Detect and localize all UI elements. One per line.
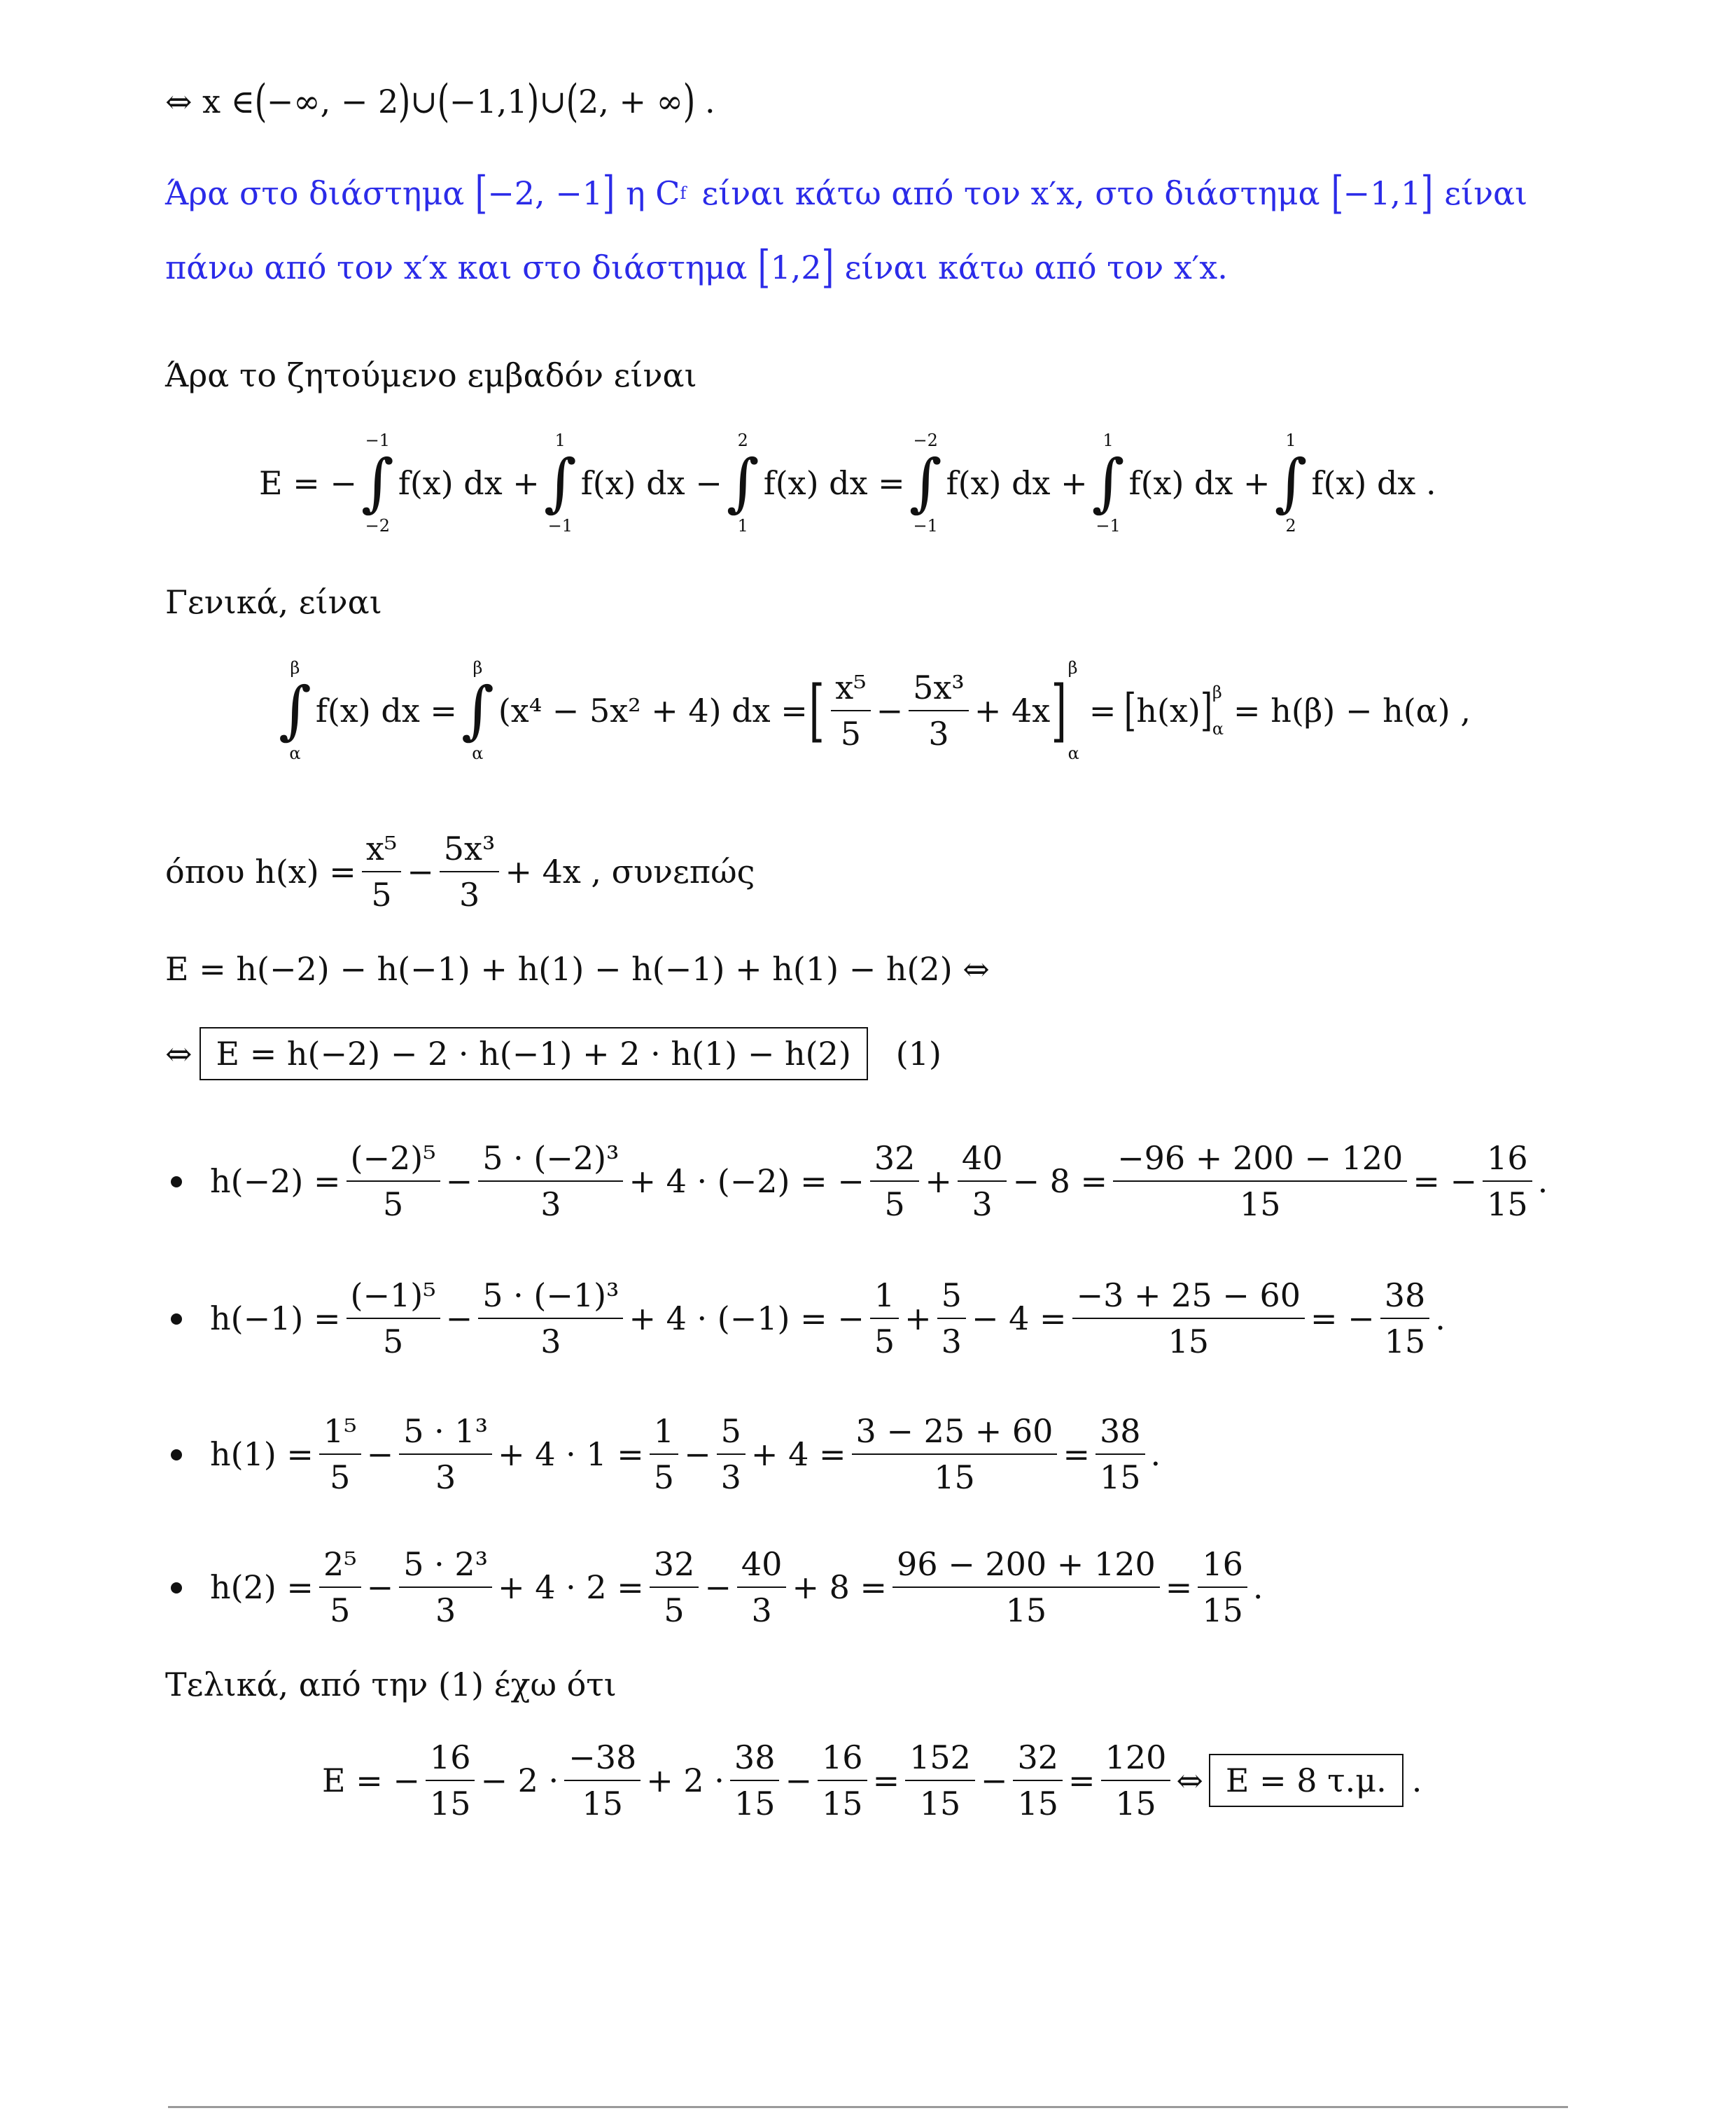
fraction: $\frac{\text{5x³}}{3}$ <box>909 668 969 753</box>
fraction: $\frac{1}{5}$ <box>870 1276 899 1361</box>
fraction: $\frac{40}{3}$ <box>737 1544 787 1630</box>
fraction: $\frac{96 - 200 + 120}{15}$ <box>892 1544 1160 1630</box>
interval-a: −2, −1 <box>487 174 603 212</box>
union-2: ∪ <box>539 83 566 120</box>
operator: − <box>785 1762 813 1799</box>
bullet-dot <box>171 1582 182 1594</box>
h-1-computation <box>210 1402 1161 1507</box>
operator: = <box>1165 1568 1193 1606</box>
integrand: f(x) dx = <box>763 464 905 502</box>
fraction: $\frac{16}{15}$ <box>818 1738 867 1823</box>
operator: + 4 · (−1) = − <box>629 1299 864 1337</box>
fraction: $\frac{32}{5}$ <box>870 1138 920 1224</box>
footer-rule <box>168 2106 1568 2108</box>
final-intro: Τελικά, από την (1) έχω ότι <box>165 1666 617 1703</box>
fraction: $\frac{1}{5}$ <box>650 1411 678 1497</box>
fraction: $\frac{16}{15}$ <box>1198 1544 1247 1630</box>
operator: + <box>925 1162 952 1200</box>
term: = h(β) − h(α) , <box>1233 692 1471 730</box>
equation-tag: (1) <box>895 1035 941 1073</box>
fraction: $\frac{-3 + 25 - 60}{15}$ <box>1072 1276 1305 1361</box>
fraction: $\frac{5}{3}$ <box>717 1411 746 1497</box>
fraction: $\frac{\text{5 · (−2)³}}{3}$ <box>478 1138 623 1224</box>
period: . <box>1252 1568 1264 1606</box>
text-segment: είναι κάτω από τον x′x, στο διάστημα <box>701 174 1320 212</box>
general-integral-equation: β ∫ α f(x) dx = β ∫ α (x⁴ − 5x² + 4) dx = [ $\frac{\text{x⁵}}{5}$ − $\frac{\text{5x³}}{3}$ + 4x ] β α = [ h(x) ] β α = h(β) − h(α) , <box>279 658 1471 763</box>
bullet-dot <box>171 1449 182 1460</box>
fraction: $\frac{\text{(−1)⁵}}{5}$ <box>346 1276 440 1361</box>
operator: − <box>704 1568 732 1606</box>
fraction: $\frac{3 - 25 + 60}{15}$ <box>852 1411 1058 1497</box>
interval-solution-line: ⇔ x ∈ ( −∞, − 2 ) ∪ ( −1,1 ) ∪ ( 2, + ∞ ) . <box>165 76 715 127</box>
fraction: $\frac{5}{3}$ <box>937 1276 966 1361</box>
operator: − <box>445 1162 473 1200</box>
integrand: f(x) dx + <box>398 464 540 502</box>
integral-sign: 1 ∫ −1 <box>543 431 577 536</box>
operator: − 8 = <box>1012 1162 1108 1200</box>
integrand: (x⁴ − 5x² + 4) dx = <box>498 692 808 730</box>
fraction: $\frac{32}{15}$ <box>1013 1738 1063 1823</box>
area-intro: Άρα το ζητούμενο εμβαδόν είναι <box>165 356 697 394</box>
integral-sign: −2 ∫ −1 <box>909 431 942 536</box>
operator: + 4 · (−2) = − <box>629 1162 864 1200</box>
fraction: $\frac{38}{15}$ <box>1380 1276 1430 1361</box>
integral-sign: 1 ∫ −1 <box>1091 431 1125 536</box>
integral-sign: β ∫ α <box>461 658 494 763</box>
fraction: $\frac{16}{15}$ <box>1483 1138 1532 1224</box>
operator: − <box>980 1762 1008 1799</box>
integrand: f(x) dx + <box>1128 464 1270 502</box>
operator: + 4 · 1 = <box>498 1435 644 1473</box>
curve-name: η C <box>626 174 680 212</box>
fraction: $\frac{\text{2⁵}}{5}$ <box>319 1544 361 1630</box>
operator: − <box>366 1435 394 1473</box>
boxed-area-formula <box>165 1022 941 1085</box>
fraction: $\frac{120}{15}$ <box>1101 1738 1171 1823</box>
period: . <box>704 83 715 120</box>
operator: + 4 · 2 = <box>498 1568 644 1606</box>
fraction: $\frac{\text{5 · 1³}}{3}$ <box>399 1411 492 1497</box>
text-segment: είναι <box>1444 174 1528 212</box>
fraction: $\frac{38}{15}$ <box>730 1738 780 1823</box>
operator: + 4 = <box>750 1435 846 1473</box>
fraction: $\frac{\text{(−2)⁵}}{5}$ <box>346 1138 440 1224</box>
bullet-dot <box>171 1176 182 1187</box>
operator: + 2 · <box>646 1762 724 1799</box>
final-area-equation <box>322 1728 1422 1833</box>
fraction: $\frac{\text{5x³}}{3}$ <box>440 829 500 914</box>
operator: + 8 = <box>792 1568 888 1606</box>
operator: + <box>904 1299 932 1337</box>
text-segment: είναι κάτω από τον x′x. <box>844 249 1228 286</box>
fraction: $\frac{\text{x⁵}}{5}$ <box>362 829 401 914</box>
operator: = <box>1068 1762 1096 1799</box>
blue-conclusion-line-2: πάνω από τον x′x και στο διάστημα [ 1,2 ] είναι κάτω από τον x′x. <box>165 242 1228 293</box>
fraction: $\frac{\text{5 · 2³}}{3}$ <box>399 1544 492 1630</box>
period: . <box>1411 1762 1422 1799</box>
operator: = <box>872 1762 900 1799</box>
union-1: ∪ <box>410 83 438 120</box>
operator: − <box>876 692 904 730</box>
h-minus-2-computation <box>210 1129 1548 1234</box>
lhs: h(2) = <box>210 1568 314 1606</box>
integrand: f(x) dx − <box>580 464 722 502</box>
lhs: h(−2) = <box>210 1162 341 1200</box>
text-segment: Άρα στο διάστημα <box>165 174 465 212</box>
integrand: f(x) dx = <box>315 692 457 730</box>
operator: − <box>684 1435 711 1473</box>
h-minus-1-computation <box>210 1266 1446 1371</box>
interval-b: −1,1 <box>1343 174 1422 212</box>
fraction: $\frac{16}{15}$ <box>426 1738 475 1823</box>
lhs: h(−1) = <box>210 1299 341 1337</box>
integral-sign: 2 ∫ 1 <box>726 431 760 536</box>
period: . <box>1150 1435 1161 1473</box>
equiv-x-in: ⇔ x ∈ <box>165 83 255 120</box>
operator: − <box>445 1299 473 1337</box>
interval-c: 1,2 <box>770 249 822 286</box>
lhs: E = − <box>322 1762 420 1799</box>
fraction: $\frac{152}{15}$ <box>905 1738 975 1823</box>
operator: − <box>366 1568 394 1606</box>
interval-1: −∞, − 2 <box>266 83 399 120</box>
h-definition <box>165 819 755 924</box>
lhs: h(1) = <box>210 1435 314 1473</box>
text-segment: + 4x , συνεπώς <box>505 853 755 891</box>
period: . <box>1435 1299 1446 1337</box>
area-expansion: E = h(−2) − h(−1) + h(1) − h(−1) + h(1) − h(2) ⇔ <box>165 950 990 988</box>
fraction: $\frac{40}{3}$ <box>958 1138 1007 1224</box>
text-segment: όπου h(x) = <box>165 853 356 891</box>
operator: = − <box>1310 1299 1375 1337</box>
h-of-x: h(x) <box>1136 692 1200 730</box>
final-answer-box: E = 8 τ.μ. <box>1209 1754 1404 1807</box>
h-2-computation <box>210 1535 1263 1640</box>
equiv-symbol: ⇔ <box>165 1035 192 1073</box>
operator: − 2 · <box>480 1762 559 1799</box>
eval-limits: β α <box>1068 658 1079 763</box>
text-segment: πάνω από τον x′x και στο διάστημα <box>165 249 748 286</box>
fraction: $\frac{\text{x⁵}}{5}$ <box>831 668 870 753</box>
blue-conclusion-line-1: Άρα στο διάστημα [ −2, −1 ] η C f είναι κάτω από τον x′x, στο διάστημα [ −1,1 ] είναι <box>165 167 1528 219</box>
eval-limits-2: β α <box>1212 683 1224 739</box>
eq-lhs: E = − <box>259 464 357 502</box>
area-integral-equation <box>259 420 1436 546</box>
interval-3: 2, + ∞ <box>578 83 683 120</box>
fraction: $\frac{32}{5}$ <box>650 1544 699 1630</box>
bullet-dot <box>171 1313 182 1325</box>
interval-2: −1,1 <box>449 83 528 120</box>
integrand: f(x) dx . <box>1311 464 1436 502</box>
fraction: $\frac{-96 + 200 - 120}{15}$ <box>1113 1138 1407 1224</box>
operator: ⇔ <box>1176 1762 1203 1799</box>
fraction: $\frac{\text{1⁵}}{5}$ <box>319 1411 361 1497</box>
integrand: f(x) dx + <box>946 464 1088 502</box>
period: . <box>1537 1162 1548 1200</box>
operator: = <box>1088 692 1116 730</box>
integral-sign: 1 ∫ 2 <box>1274 431 1308 536</box>
fraction: $\frac{\text{5 · (−1)³}}{3}$ <box>478 1276 623 1361</box>
operator: = − <box>1413 1162 1478 1200</box>
integral-sign: β ∫ α <box>279 658 312 763</box>
fraction: $\frac{-38}{15}$ <box>564 1738 640 1823</box>
term: + 4x <box>974 692 1051 730</box>
integral-sign: −1 ∫ −2 <box>360 431 394 536</box>
fraction: $\frac{38}{15}$ <box>1096 1411 1145 1497</box>
boxed-formula: E = h(−2) − 2 · h(−1) + 2 · h(1) − h(2) <box>200 1027 868 1080</box>
operator: = <box>1063 1435 1090 1473</box>
operator: − 4 = <box>971 1299 1067 1337</box>
general-intro: Γενικά, είναι <box>165 583 382 621</box>
operator: − <box>407 853 434 891</box>
